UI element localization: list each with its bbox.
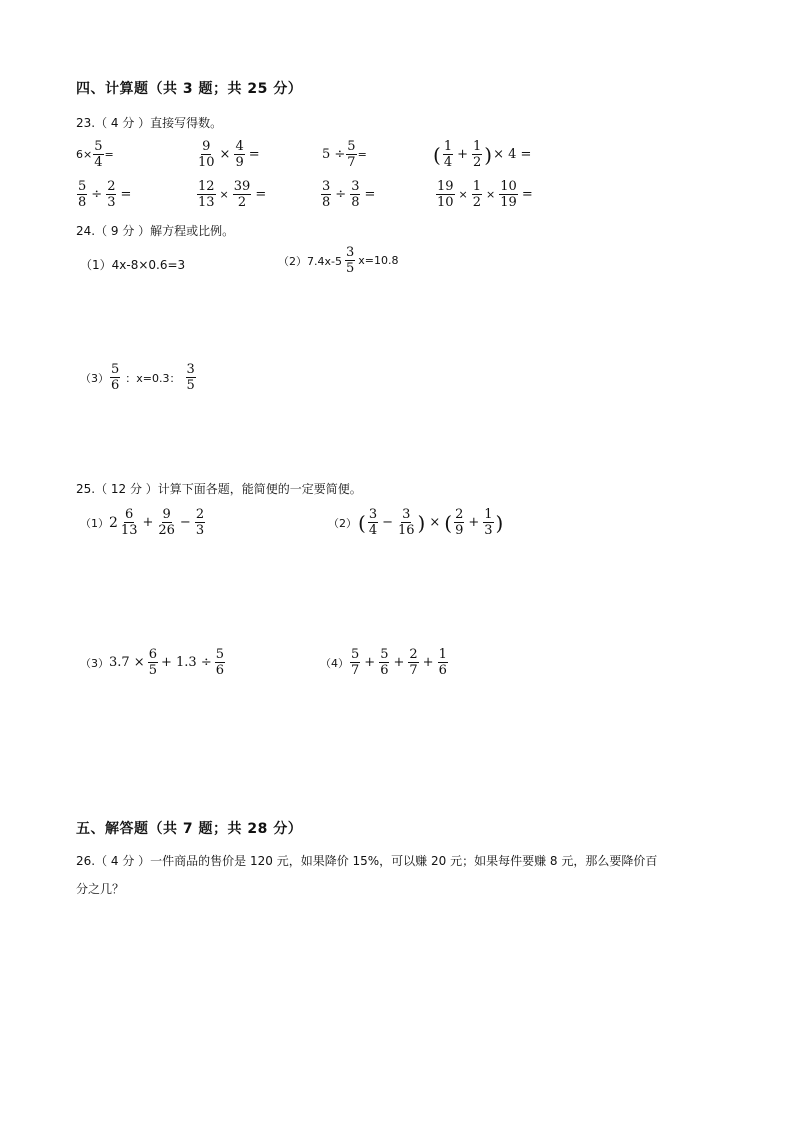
- fraction: $\frac{6}{13}$: [120, 507, 138, 538]
- fraction: $\frac{3}{5}$: [186, 362, 195, 393]
- fraction: $\frac{5}{8}$: [78, 179, 87, 210]
- fraction: $\frac{1}{3}$: [484, 507, 493, 538]
- question-26-line-1: 26.（ 4 分 ）一件商品的售价是 120 元，如果降价 15%，可以赚 20 元；如果每件要赚 8 元，那么要降价百: [76, 854, 658, 868]
- q24-part-3: （3） $\frac{5}{6}$ ：x=0.3： $\frac{3}{5}$: [80, 362, 195, 393]
- question-26-line-2: 分之几？: [76, 882, 125, 896]
- q24-part-2: （2）7.4x-5 $\frac{3}{5}$ x=10.8: [278, 245, 399, 276]
- fraction: $\frac{3}{8}$: [351, 179, 360, 210]
- fraction: $\frac{2}{9}$: [455, 507, 464, 538]
- q23-item-1: 6× $\frac{5}{4}$ =: [76, 139, 114, 170]
- fraction: $\frac{3}{8}$: [322, 179, 331, 210]
- q23-item-7: $\frac{3}{8}$ ÷ $\frac{3}{8}$ =: [322, 179, 376, 210]
- q25-part-4: （4） $\frac{5}{7}$ + $\frac{5}{6}$ + $\frac{2}{7}$ + $\frac{1}{6}$: [320, 647, 447, 678]
- fraction: $\frac{1}{4}$: [443, 139, 453, 170]
- q23-item-4: ( $\frac{1}{4}$ + $\frac{1}{2}$ ) × 4 =: [433, 139, 532, 170]
- fraction: $\frac{2}{3}$: [107, 179, 116, 210]
- question-24-header: 24.（ 9 分 ）解方程或比例。: [76, 224, 235, 238]
- fraction: $\frac{3}{4}$: [368, 507, 378, 538]
- fraction: $\frac{2}{3}$: [195, 507, 205, 538]
- fraction: $\frac{5}{6}$: [111, 362, 120, 393]
- fraction: $\frac{10}{19}$: [500, 179, 517, 210]
- fraction: $\frac{5}{6}$: [380, 647, 389, 678]
- question-23-header: 23.（ 4 分 ）直接写得数。: [76, 116, 223, 130]
- fraction: $\frac{1}{2}$: [472, 179, 482, 210]
- q23-item-8: $\frac{19}{10}$ × $\frac{1}{2}$ × $\frac{10}{19}$ =: [437, 179, 533, 210]
- q23-item-2: $\frac{9}{10}$ × $\frac{4}{9}$ =: [198, 139, 260, 170]
- fraction: $\frac{9}{26}$: [158, 507, 175, 538]
- fraction: $\frac{5}{4}$: [94, 139, 103, 170]
- q24-part-1: （1）4x-8×0.6=3: [80, 258, 186, 272]
- q25-part-1: （1） 2 $\frac{6}{13}$ + $\frac{9}{26}$ − $\frac{2}{3}$: [80, 507, 205, 538]
- fraction: $\frac{2}{7}$: [409, 647, 418, 678]
- fraction: $\frac{5}{7}$: [351, 647, 360, 678]
- fraction: $\frac{5}{7}$: [347, 139, 356, 170]
- fraction: $\frac{1}{6}$: [438, 647, 447, 678]
- fraction: $\frac{3}{16}$: [398, 507, 415, 538]
- q23-item-3: 5 ÷ $\frac{5}{7}$ =: [322, 139, 367, 170]
- q25-part-2: （2） ( $\frac{3}{4}$ − $\frac{3}{16}$ ) × ( $\frac{2}{9}$ + $\frac{1}{3}$ ): [328, 507, 504, 538]
- fraction: $\frac{5}{6}$: [215, 647, 224, 678]
- fraction: $\frac{1}{2}$: [473, 139, 482, 170]
- q23-item-5: $\frac{5}{8}$ ÷ $\frac{2}{3}$ =: [78, 179, 132, 210]
- q23-item-6: $\frac{12}{13}$ × $\frac{39}{2}$ =: [198, 179, 267, 210]
- fraction: $\frac{3}{5}$: [345, 245, 355, 276]
- fraction: $\frac{12}{13}$: [198, 179, 215, 210]
- fraction: $\frac{6}{5}$: [148, 647, 157, 678]
- section-heading-word-problems: 五、解答题（共 7 题；共 28 分）: [76, 821, 303, 837]
- fraction: $\frac{4}{9}$: [235, 139, 244, 170]
- fraction: $\frac{9}{10}$: [198, 139, 215, 170]
- section-heading-calculation: 四、计算题（共 3 题；共 25 分）: [76, 81, 303, 97]
- fraction: $\frac{39}{2}$: [233, 179, 251, 210]
- fraction: $\frac{19}{10}$: [437, 179, 454, 210]
- question-25-header: 25.（ 12 分 ）计算下面各题，能简便的一定要简便。: [76, 482, 362, 496]
- q25-part-3: （3） 3.7 × $\frac{6}{5}$ + 1.3 ÷ $\frac{5}{6}$: [80, 647, 224, 678]
